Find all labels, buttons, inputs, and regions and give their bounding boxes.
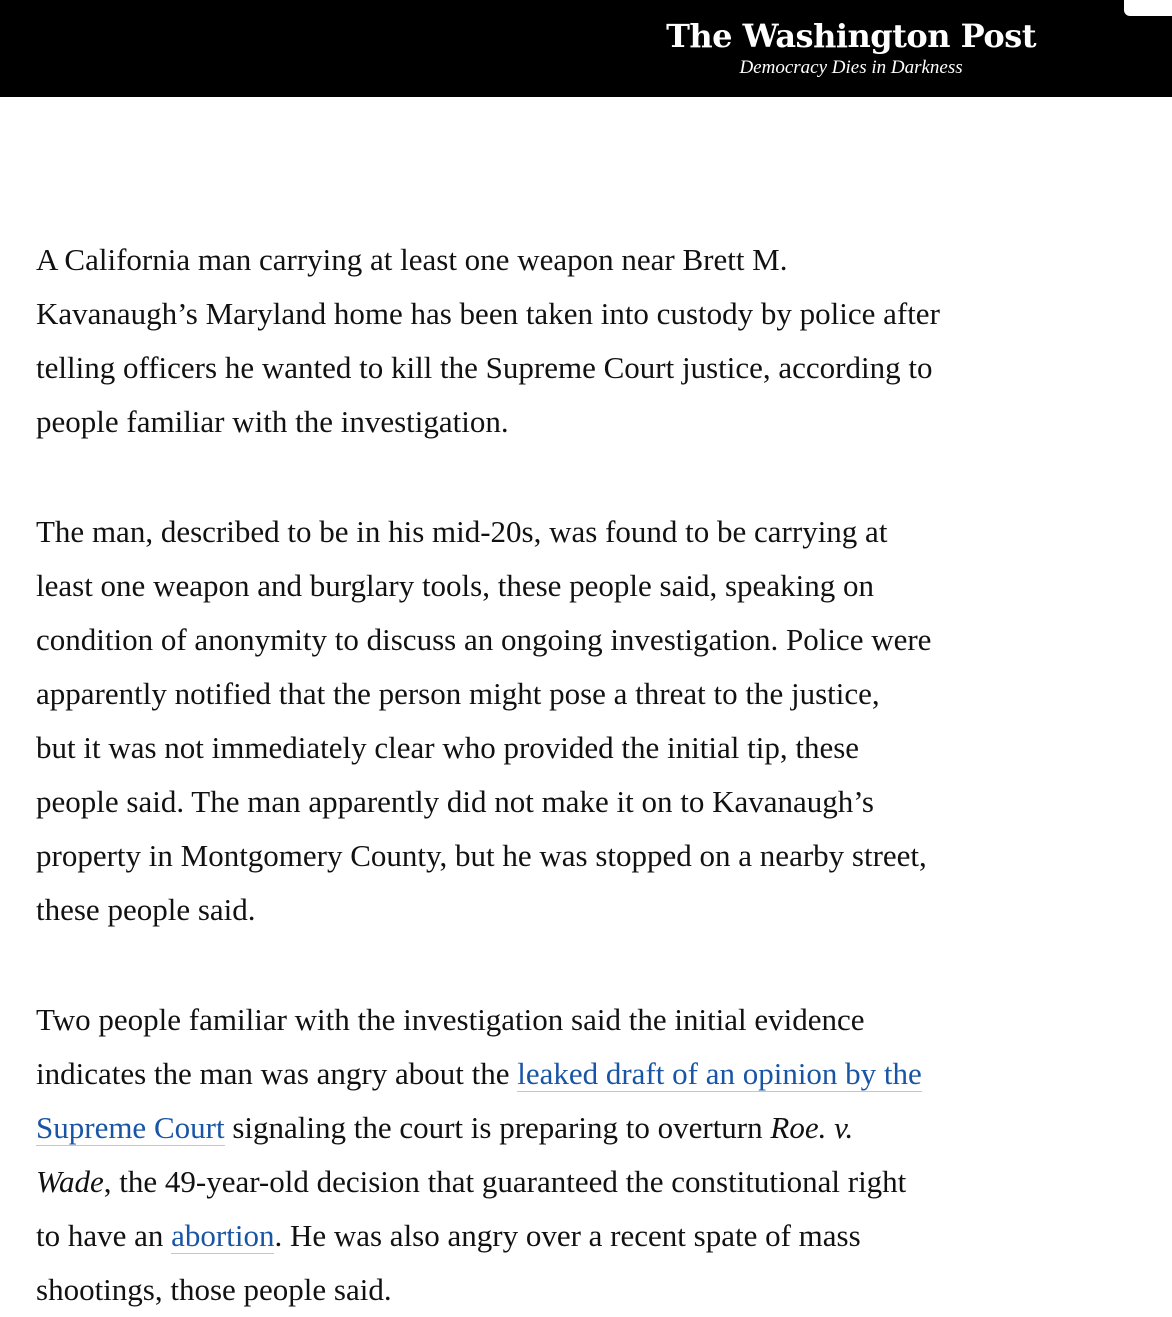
text-line: A California man carrying at least one weapon near Brett M. [36,242,788,277]
text-line: condition of anonymity to discuss an ongoing investigation. Police were [36,622,932,657]
corner-mark [1124,0,1172,16]
text-run: signaling the court is preparing to overturn [224,1110,771,1145]
tagline: Democracy Dies in Darkness [739,57,963,78]
text-run: , the 49-year-old decision that guaranteed the constitutional right [103,1164,907,1199]
masthead-bar [0,0,1172,97]
text-line [36,1101,1126,1155]
case-name-roe: Roe. v. [770,1110,854,1145]
text-run: to have an [36,1218,172,1253]
text-line [36,1155,1126,1209]
text-run: . He was also angry over a recent spate of mass [274,1218,861,1253]
text-line: Kavanaugh’s Maryland home has been taken into custody by police after [36,296,940,331]
paragraph-3 [36,993,1126,1317]
text-line: these people said. [36,892,256,927]
text-line: people familiar with the investigation. [36,404,509,439]
text-line: least one weapon and burglary tools, these people said, speaking on [36,568,874,603]
paragraph-1 [36,233,1126,449]
text-line: Two people familiar with the investigation said the initial evidence [36,1002,865,1037]
case-name-wade: Wade [36,1164,104,1199]
text-line: apparently notified that the person might pose a threat to the justice, [36,676,880,711]
leaked-draft-link-cont[interactable]: Supreme Court [36,1110,225,1145]
leaked-draft-link[interactable]: leaked draft of an opinion by the [517,1056,922,1091]
text-line [36,1047,1126,1101]
text-line: The man, described to be in his mid-20s, was found to be carrying at [36,514,888,549]
text-line: telling officers he wanted to kill the Supreme Court justice, according to [36,350,933,385]
text-line: people said. The man apparently did not make it on to Kavanaugh’s [36,784,874,819]
logo[interactable]: The Washington Post [666,17,1036,55]
masthead[interactable] [666,16,1036,80]
text-line: property in Montgomery County, but he was stopped on a nearby street, [36,838,927,873]
abortion-link[interactable]: abortion [171,1218,275,1253]
article-body [0,97,1126,1317]
text-line: but it was not immediately clear who provided the initial tip, these [36,730,860,765]
paragraph-2 [36,505,1126,937]
text-run: indicates the man was angry about the [36,1056,518,1091]
text-line [36,1209,1126,1263]
text-line: shootings, those people said. [36,1272,392,1307]
